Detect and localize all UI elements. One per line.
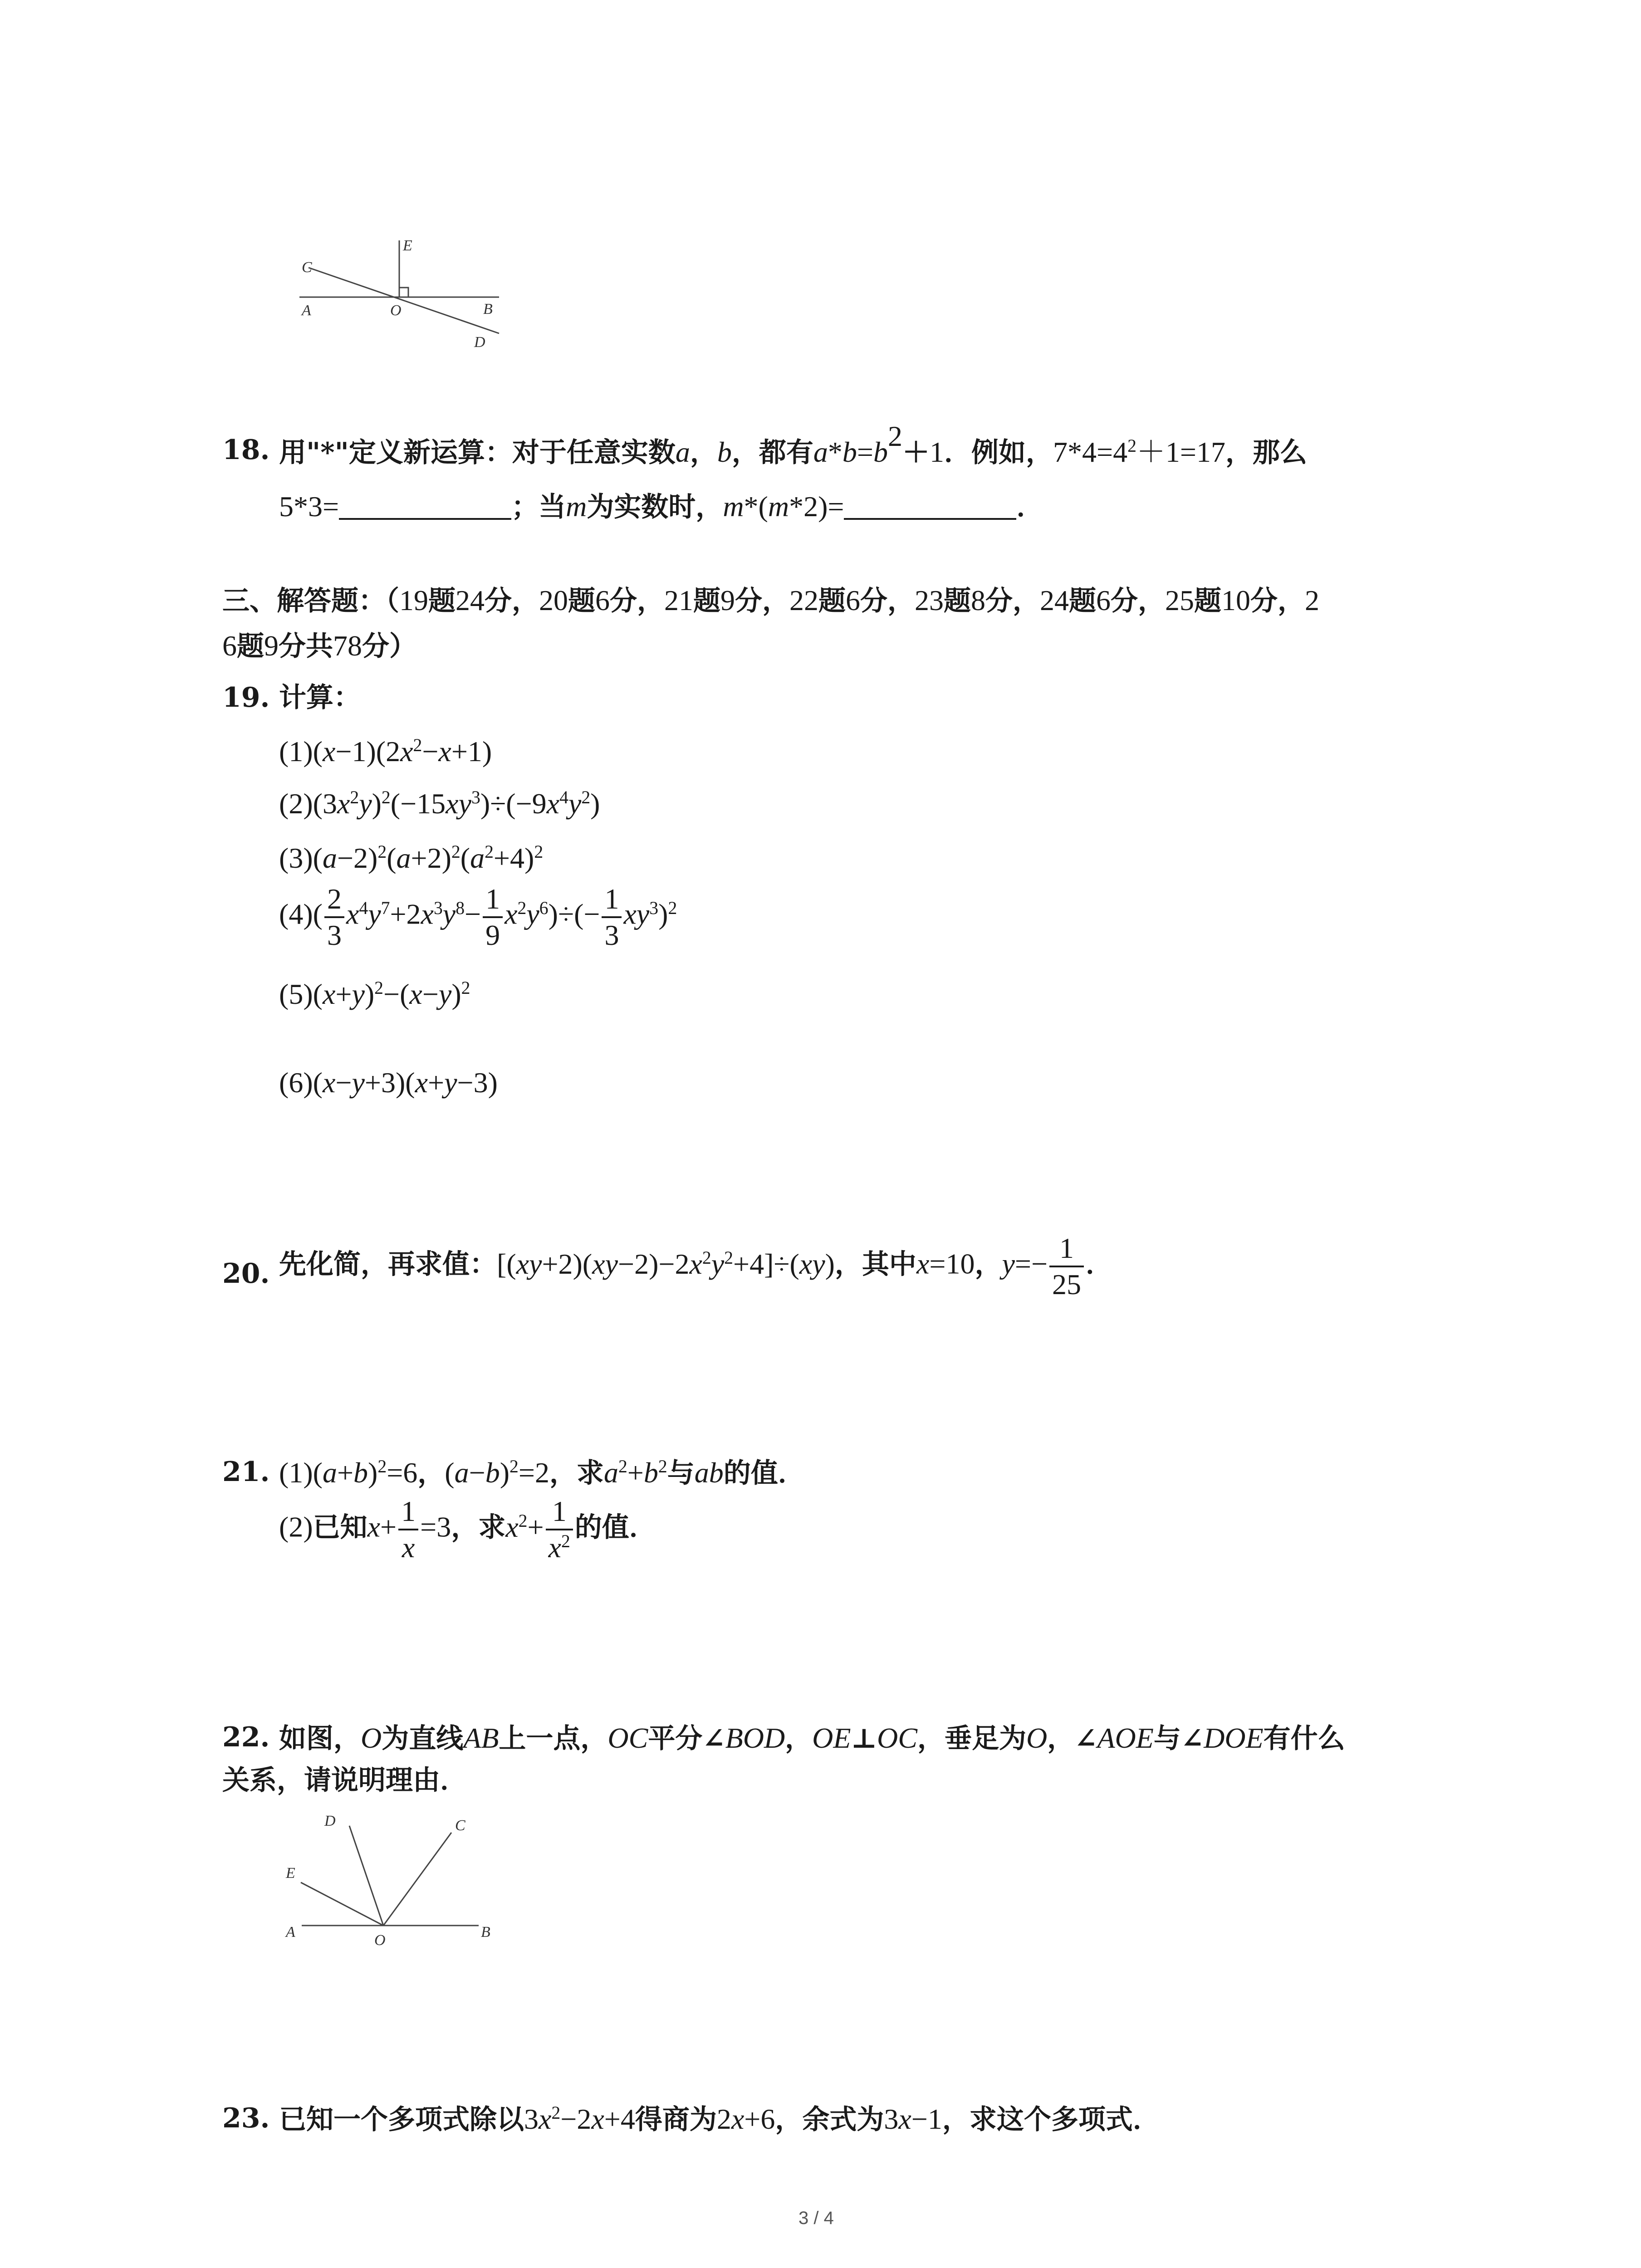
q22-line2: 关系，请说明理由． (222, 1765, 467, 1796)
q23-text: 已知一个多项式除以$3x^2-2x+4$得商为2x+6，余式为3x−1，求这个多项式． (279, 2103, 1160, 2136)
label-o: O (390, 302, 402, 319)
q19-number: 19. (222, 682, 270, 714)
q19-item-4: (4)( $\frac{2}{3}$ $x^4y^7+2x^3y^8-$ $\frac{1}{9}$ $x^2y^6)\div(-$ $\frac{1}{3}$ $xy^3)^2$ (279, 883, 677, 951)
label-b: B (483, 301, 493, 318)
q23-number: 23. (222, 2102, 270, 2134)
q20-number: 20. (222, 1258, 270, 1290)
label-o: O (374, 1932, 386, 1949)
answer-blank-2[interactable] (844, 518, 1016, 520)
q19-item-6: (6)(x−y+3)(x+y−3) (279, 1066, 498, 1099)
label-a: A (286, 1924, 295, 1941)
q18-number: 18. (222, 434, 270, 466)
q18-line2: 5*3= ；当m为实数时，m*(m*2)= ． (279, 490, 1044, 523)
q18-line1: 用"*"定义新运算：对于任意实数a，b，都有$a*b=b^2+1$．例如，$7*4=4^2+1=17$，那么 (279, 420, 1308, 469)
label-d: D (474, 334, 485, 351)
label-a: A (302, 302, 311, 319)
label-c: C (302, 259, 312, 276)
label-d: D (324, 1813, 336, 1829)
answer-blank-1[interactable] (339, 518, 511, 520)
q19-item-3: $(3)(a-2)^2(a+2)^2(a^2+4)^2$ (279, 842, 544, 874)
figure-angle-diagram-top (290, 236, 508, 354)
q22-line1: 如图，O为直线AB上一点，OC平分∠BOD，OE⊥OC，垂足为O，∠AOE与∠DOE有什么 (279, 1722, 1345, 1755)
q19-item-1: $(1)(x-1)(2x^2-x+1)$ (279, 735, 492, 767)
section3-heading-line1: 三、解答题：（19题24分，20题6分，21题9分，22题6分，23题8分，24题6分，25题10分，2 (222, 584, 1319, 617)
q22-number: 22. (222, 1721, 270, 1753)
q20-text: 先化简，再求值：$[(xy+2)(xy-2)-2x^2y^2+4]\div(xy)$，其中x=10，y=− $\frac{1}{25}$ ． (279, 1232, 1113, 1300)
page-number: 3 / 4 (798, 2208, 834, 2228)
section3-heading-line2: 6题9分共78分） (222, 630, 416, 662)
q19-item-2: $(2)(3x^2y)^2(-15xy^3)\div(-9x^4y^2)$ (279, 787, 600, 820)
q19-item-5: $(5)(x+y)^2-(x-y)^2$ (279, 978, 470, 1010)
label-e: E (286, 1865, 295, 1882)
label-e: E (403, 237, 412, 254)
figure-angle-diagram-q22 (279, 1810, 515, 1955)
q19-title: 计算： (279, 682, 361, 714)
label-c: C (455, 1817, 465, 1834)
q21-number: 21. (222, 1456, 270, 1488)
q21-part2: (2)已知x+ $\frac{1}{x}$ =3，求$x^2+$ $\frac{1}{x^2}$ 的值． (279, 1495, 656, 1564)
label-b: B (481, 1924, 490, 1941)
q21-part1: $(1)(a+b)^2=6$，$(a-b)^2=2$，求$a^2+b^2$与ab的值． (279, 1457, 805, 1489)
